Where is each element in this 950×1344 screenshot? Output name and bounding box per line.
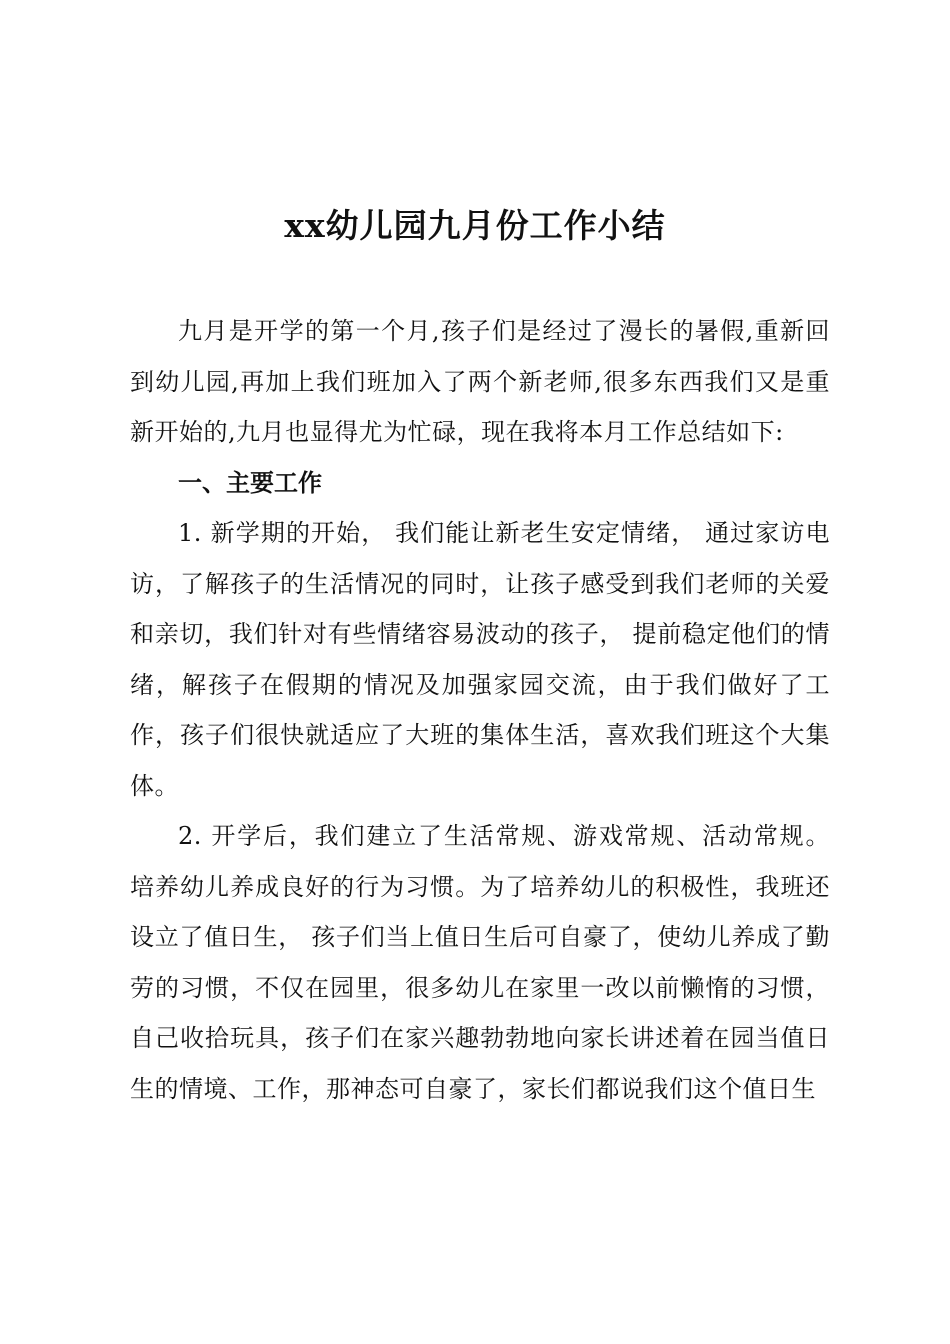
section-heading-main-work: 一、主要工作 (178, 468, 322, 497)
document-title: xx幼儿园九月份工作小结 (284, 206, 666, 246)
document-body (130, 306, 830, 1114)
intro-paragraph: 九月是开学的第一个月,孩子们是经过了漫长的暑假,重新回到幼儿园,再加上我们班加入了两个新老师,很多东西我们又是重新开始的,九月也显得尤为忙碌，现在我将本月工作总结如下: (130, 317, 830, 446)
work-item-1: 1. 新学期的开始， 我们能让新老生安定情绪， 通过家访电访，了解孩子的生活情况的同时，让孩子感受到我们老师的关爱和亲切，我们针对有些情绪容易波动的孩子， 提前稳定他们的情绪，解孩子在假期的情况及加强家园交流，由于我们做好了工作，孩子们很快就适应了大班的集体生活，喜欢我们班这个大集体。 (130, 519, 830, 800)
work-item-2: 2. 开学后，我们建立了生活常规、游戏常规、活动常规。 培养幼儿养成良好的行为习惯。为了培养幼儿的积极性，我班还设立了值日生， 孩子们当上值日生后可自豪了，使幼儿养成了勤劳的习惯，不仅在园里，很多幼儿在家里一改以前懒惰的习惯，自己收拾玩具，孩子们在家兴趣勃勃地向家长讲述着在园当值日生的情境、工作，那神态可自豪了，家长们都说我们这个值日生 (130, 822, 830, 1103)
